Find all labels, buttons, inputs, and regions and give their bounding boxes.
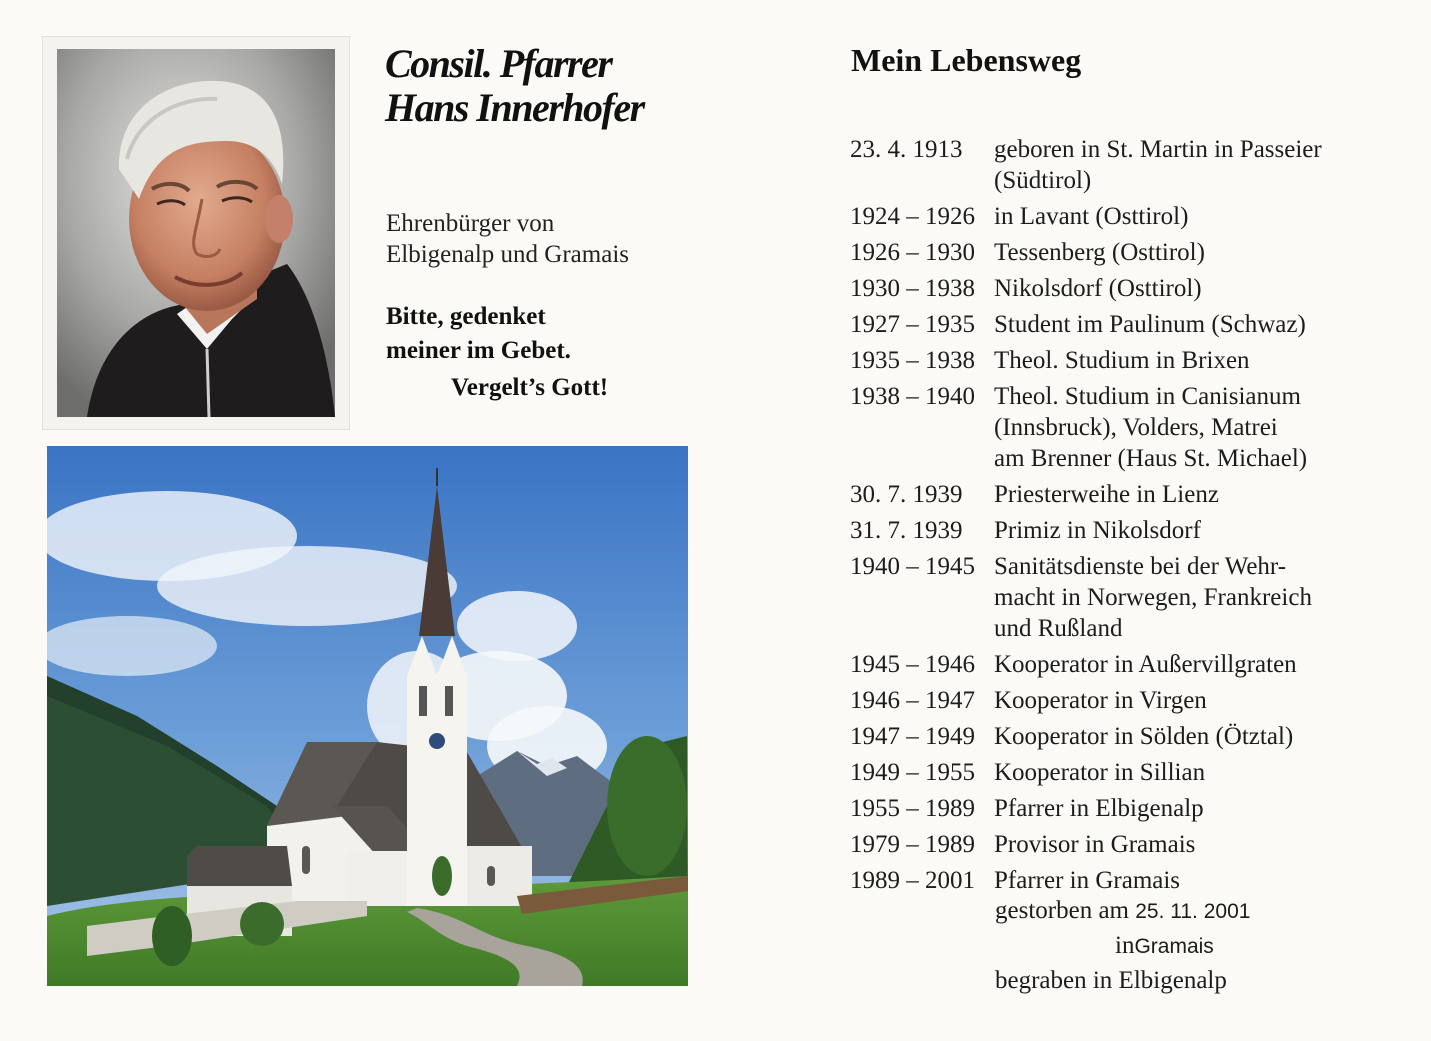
timeline-description-line: und Rußland xyxy=(994,615,1123,642)
death-place-line xyxy=(995,929,1250,964)
timeline-entry xyxy=(850,343,1410,376)
timeline-entry xyxy=(850,307,1410,340)
timeline-date: 31. 7. 1939 xyxy=(850,517,963,544)
timeline-date: 30. 7. 1939 xyxy=(850,481,963,508)
timeline-description xyxy=(994,235,1410,268)
timeline-date: 1930 – 1938 xyxy=(850,275,975,302)
timeline-description-line: Nikolsdorf (Osttirol) xyxy=(994,275,1202,302)
pastor-name xyxy=(385,42,644,130)
timeline-date: 1949 – 1955 xyxy=(850,759,975,786)
died-place: Gramais xyxy=(1134,935,1214,958)
timeline-entry xyxy=(850,863,1410,896)
timeline-description-line: Primiz in Nikolsdorf xyxy=(994,517,1201,544)
lifepath-timeline xyxy=(850,132,1410,896)
timeline-date: 1927 – 1935 xyxy=(850,311,975,338)
burial-line: begraben in Elbigenalp xyxy=(995,967,1227,994)
death-date-line xyxy=(995,894,1250,929)
timeline-entry xyxy=(850,827,1410,860)
timeline-description xyxy=(994,683,1410,716)
timeline-description-line: Theol. Studium in Canisianum xyxy=(994,383,1301,410)
timeline-date: 1989 – 2001 xyxy=(850,867,975,894)
timeline-entry xyxy=(850,199,1410,232)
timeline-description xyxy=(994,132,1410,196)
prayer-thanks: Vergelt’s Gott! xyxy=(451,374,609,401)
timeline-description-line: Pfarrer in Elbigenalp xyxy=(994,795,1204,822)
timeline-date: 1979 – 1989 xyxy=(850,831,975,858)
church-photo xyxy=(47,446,688,986)
timeline-description-line: in Lavant (Osttirol) xyxy=(994,203,1189,230)
timeline-description xyxy=(994,827,1410,860)
timeline-description-line: Tessenberg (Osttirol) xyxy=(994,239,1205,266)
portrait-frame xyxy=(42,36,350,430)
died-label: gestorben am xyxy=(995,897,1129,924)
timeline-description xyxy=(994,791,1410,824)
timeline-description-line: (Innsbruck), Volders, Matrei xyxy=(994,414,1278,441)
timeline-description xyxy=(994,199,1410,232)
timeline-description xyxy=(994,719,1410,752)
prayer-line-2: meiner im Gebet. xyxy=(386,337,571,364)
timeline-description-line: geboren in St. Martin in Passeier xyxy=(994,136,1322,163)
timeline-description xyxy=(994,513,1410,546)
honorary-citizen-text xyxy=(386,208,629,270)
timeline-description-line: Sanitätsdienste bei der Wehr- xyxy=(994,553,1287,580)
timeline-entry xyxy=(850,683,1410,716)
timeline-date: 1935 – 1938 xyxy=(850,347,975,374)
timeline-description xyxy=(994,307,1410,340)
prayer-line-1: Bitte, gedenket xyxy=(386,303,546,330)
timeline-date: 1938 – 1940 xyxy=(850,383,975,410)
timeline-description-line: (Südtirol) xyxy=(994,167,1092,194)
timeline-description xyxy=(994,549,1410,644)
timeline-entry xyxy=(850,132,1410,196)
timeline-entry xyxy=(850,271,1410,304)
timeline-description xyxy=(994,477,1410,510)
portrait-photo xyxy=(57,49,335,417)
timeline-entry xyxy=(850,513,1410,546)
timeline-date: 1946 – 1947 xyxy=(850,687,975,714)
timeline-entry xyxy=(850,647,1410,680)
timeline-date: 1947 – 1949 xyxy=(850,723,975,750)
title-line-1: Consil. Pfarrer xyxy=(385,41,612,86)
timeline-description xyxy=(994,755,1410,788)
timeline-description xyxy=(994,343,1410,376)
timeline-date: 1924 – 1926 xyxy=(850,203,975,230)
timeline-date: 23. 4. 1913 xyxy=(850,136,963,163)
timeline-entry xyxy=(850,791,1410,824)
timeline-description xyxy=(994,271,1410,304)
timeline-date: 1940 – 1945 xyxy=(850,553,975,580)
timeline-description-line: Theol. Studium in Brixen xyxy=(994,347,1250,374)
lifepath-heading: Mein Lebensweg xyxy=(851,42,1082,78)
timeline-description-line: Provisor in Gramais xyxy=(994,831,1196,858)
timeline-description-line: Kooperator in Sillian xyxy=(994,759,1206,786)
timeline-entry xyxy=(850,379,1410,474)
timeline-entry xyxy=(850,235,1410,268)
timeline-entry xyxy=(850,719,1410,752)
timeline-description-line: macht in Norwegen, Frankreich xyxy=(994,584,1312,611)
timeline-description-line: Student im Paulinum (Schwaz) xyxy=(994,311,1306,338)
honor-line-1: Ehrenbürger von xyxy=(386,210,555,237)
timeline-entry xyxy=(850,549,1410,644)
timeline-description-line: am Brenner (Haus St. Michael) xyxy=(994,445,1308,472)
church-illustration xyxy=(47,446,688,986)
died-date: 25. 11. 2001 xyxy=(1135,900,1251,923)
timeline-description-line: Priesterweihe in Lienz xyxy=(994,481,1219,508)
timeline-description-line: Kooperator in Außervillgraten xyxy=(994,651,1297,678)
title-line-2: Hans Innerhofer xyxy=(385,85,644,130)
timeline-description-line: Pfarrer in Gramais xyxy=(994,867,1181,894)
portrait-illustration xyxy=(57,49,335,417)
timeline-description xyxy=(994,379,1410,474)
timeline-entry xyxy=(850,755,1410,788)
timeline-entry xyxy=(850,477,1410,510)
timeline-description xyxy=(994,647,1410,680)
timeline-date: 1926 – 1930 xyxy=(850,239,975,266)
timeline-date: 1945 – 1946 xyxy=(850,651,975,678)
in-label: in xyxy=(1115,932,1135,959)
timeline-description-line: Kooperator in Sölden (Ötztal) xyxy=(994,723,1294,750)
timeline-description-line: Kooperator in Virgen xyxy=(994,687,1207,714)
timeline-description xyxy=(994,863,1410,896)
timeline-date: 1955 – 1989 xyxy=(850,795,975,822)
prayer-request xyxy=(386,300,571,368)
honor-line-2: Elbigenalp und Gramais xyxy=(386,241,629,268)
death-info xyxy=(995,894,1250,998)
